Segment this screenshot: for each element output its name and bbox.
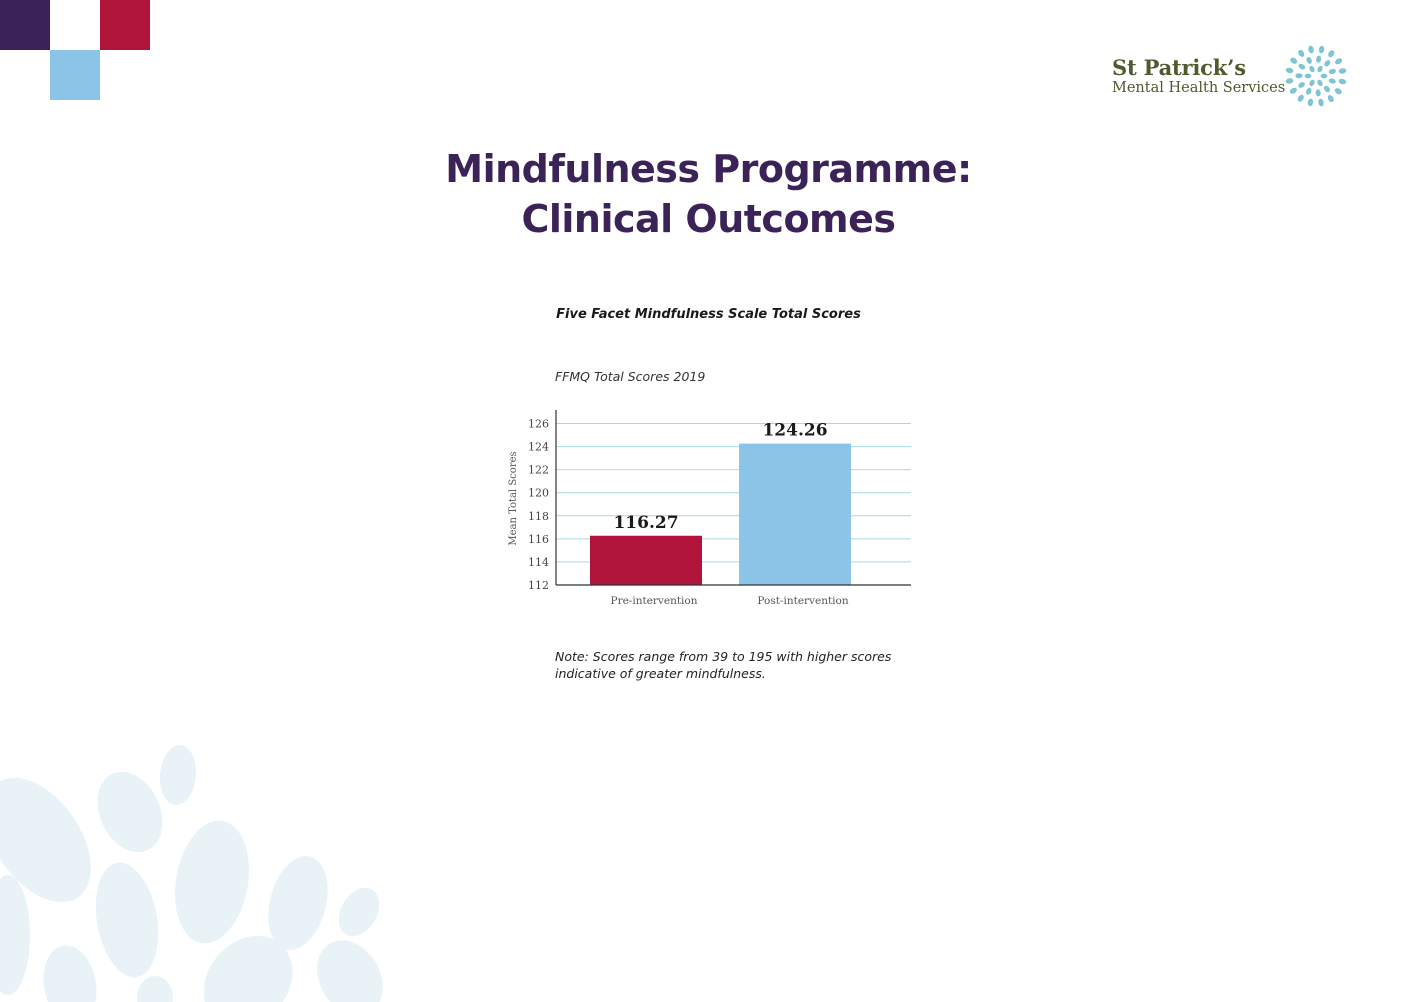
logo-petal — [1316, 65, 1324, 73]
page-title-line-1: Mindfulness Programme: — [445, 147, 972, 191]
logo-petal — [1326, 94, 1335, 103]
logo-petal — [1297, 81, 1306, 89]
brand-subtitle: Mental Health Services — [1112, 80, 1286, 96]
x-tick-label: Post-intervention — [757, 595, 849, 607]
logo-petal — [1305, 56, 1313, 65]
y-tick-label: 124 — [528, 440, 549, 454]
logo-petal — [1321, 74, 1328, 79]
logo-petal — [1338, 68, 1346, 75]
leaf-shape — [37, 941, 102, 1002]
logo-petal — [1305, 74, 1312, 79]
leaf-shape — [304, 928, 396, 1002]
chart-caption: FFMQ Total Scores 2019 — [555, 369, 706, 384]
logo-petal — [1334, 87, 1343, 96]
x-tick-label: Pre-intervention — [610, 595, 698, 607]
bar-value-label: 124.26 — [762, 420, 828, 441]
y-tick-label: 126 — [528, 417, 549, 431]
y-tick-label: 122 — [528, 463, 549, 477]
leaf-shape — [166, 815, 258, 950]
logo-petal — [1296, 94, 1305, 103]
logo-petal — [1305, 87, 1313, 96]
decor-square-red — [100, 0, 150, 50]
leaf-shape — [330, 880, 387, 943]
logo-petal — [1316, 79, 1324, 87]
logo-petal — [1285, 78, 1293, 85]
logo-petal — [1323, 85, 1331, 94]
y-axis-label: Mean Total Scores — [508, 451, 519, 546]
logo-petal — [1318, 45, 1325, 54]
chart-heading: Five Facet Mindfulness Scale Total Scores — [556, 307, 861, 322]
bar-chart — [500, 400, 930, 620]
bar-post — [739, 444, 851, 585]
chart-note: Note: Scores range from 39 to 195 with higher scores indicative of greater mindfulness. — [555, 649, 892, 681]
logo-petal — [1297, 49, 1306, 58]
leaf-decoration-icon — [0, 730, 400, 1002]
flower-logo-icon — [1280, 40, 1352, 112]
y-tick-label: 116 — [528, 532, 549, 546]
page-title-line-2: Clinical Outcomes — [521, 197, 896, 241]
logo-petal — [1315, 89, 1321, 97]
logo-petal — [1328, 78, 1336, 85]
logo-petal — [1289, 56, 1298, 65]
brand-name: St Patrick’s — [1112, 55, 1246, 80]
bar-value-label: 116.27 — [613, 512, 679, 533]
logo-petal — [1307, 98, 1314, 107]
logo-petal — [1323, 59, 1332, 68]
leaf-shape — [87, 858, 166, 983]
logo-petal — [1308, 65, 1316, 73]
leaf-shape — [0, 875, 30, 995]
bar-pre — [590, 536, 702, 585]
page-title — [0, 144, 1417, 244]
logo-petal — [1338, 78, 1347, 85]
logo-petal — [1334, 57, 1343, 66]
decor-square-blue — [50, 50, 100, 100]
logo-petal — [1285, 67, 1294, 74]
y-tick-label: 114 — [528, 555, 549, 569]
logo-petal — [1327, 49, 1336, 58]
leaf-shape — [137, 976, 173, 1002]
y-tick-label: 118 — [528, 509, 549, 523]
logo-petal — [1295, 73, 1302, 78]
y-tick-label: 120 — [528, 486, 549, 500]
logo-petal — [1297, 63, 1306, 71]
logo-petal — [1308, 45, 1315, 53]
y-tick-label: 112 — [528, 579, 549, 592]
decor-square-purple — [0, 0, 50, 50]
logo-petal — [1316, 55, 1322, 63]
logo-petal — [1289, 86, 1298, 95]
brand-logo-text — [1112, 56, 1285, 96]
logo-petal — [1328, 68, 1336, 75]
logo-petal — [1318, 98, 1325, 106]
leaf-shape — [157, 744, 198, 807]
logo-petal — [1308, 79, 1316, 87]
